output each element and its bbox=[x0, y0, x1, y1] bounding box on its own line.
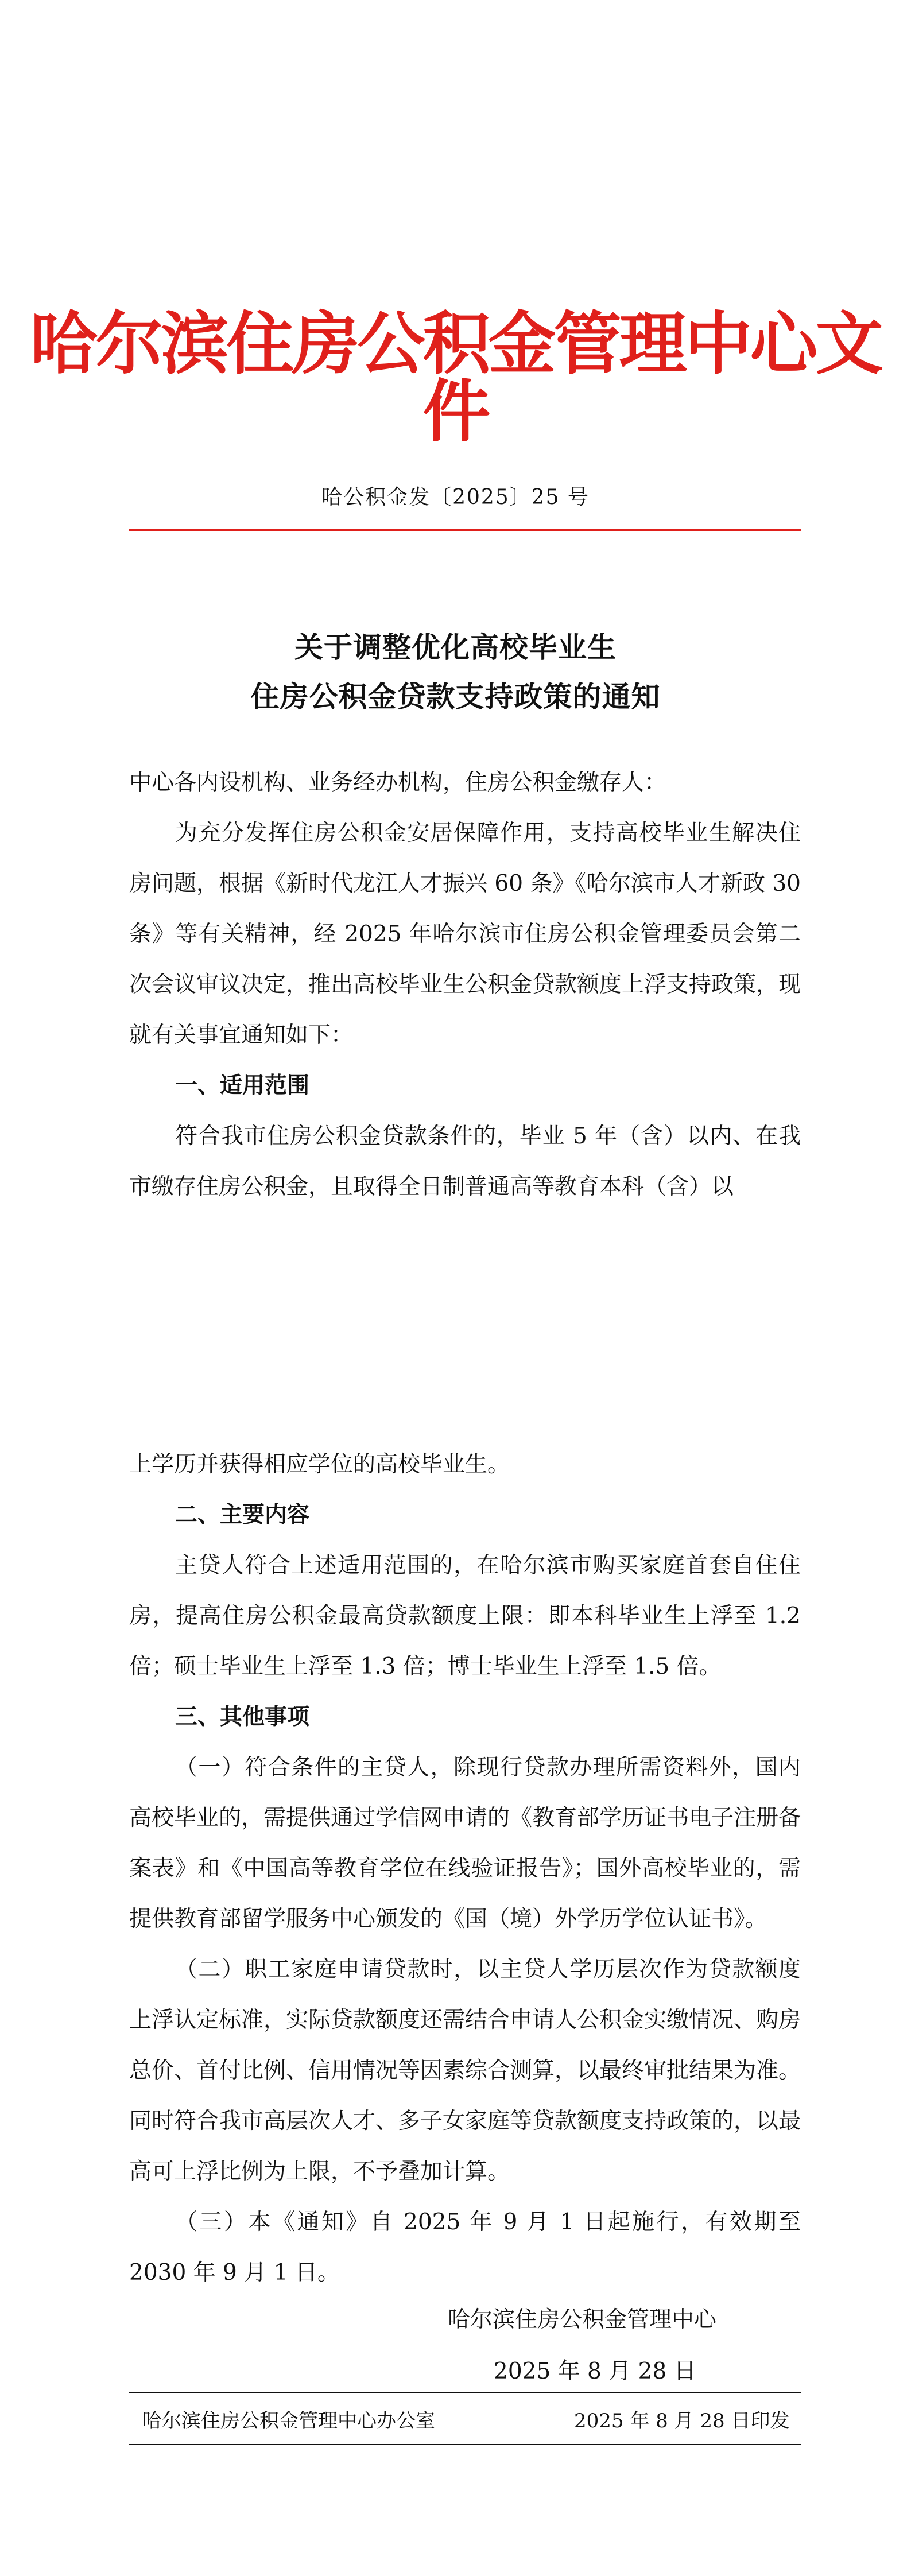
footer-top-rule bbox=[129, 2392, 801, 2393]
section-1-heading: 一、适用范围 bbox=[175, 1073, 310, 1099]
signature-date: 2025 年 8 月 28 日 bbox=[494, 2358, 696, 2384]
section-3-heading: 三、其他事项 bbox=[175, 1704, 310, 1730]
section-2-heading: 二、主要内容 bbox=[175, 1502, 310, 1528]
notice-title-line-1: 关于调整优化高校毕业生 bbox=[294, 630, 617, 664]
body-block-upper bbox=[129, 758, 801, 1212]
section-1-paragraph-continued: 上学历并获得相应学位的高校毕业生。 bbox=[129, 1452, 510, 1477]
footer-bottom-rule bbox=[129, 2444, 801, 2445]
document-number: 哈公积金发〔2025〕25 号 bbox=[321, 486, 590, 509]
footer-print-date: 2025 年 8 月 28 日印发 bbox=[574, 2410, 790, 2433]
signature-organization: 哈尔滨住房公积金管理中心 bbox=[448, 2307, 717, 2333]
issuer-red-header: 哈尔滨住房公积金管理中心文件 bbox=[30, 304, 881, 451]
red-divider-line bbox=[129, 529, 801, 531]
section-3-item-1: （一）符合条件的主贷人，除现行贷款办理所需资料外，国内高校毕业的，需提供通过学信网申请的《教育部学历证书电子注册备案表》和《中国高等教育学位在线验证报告》；国外高校毕业的，需提供教育部留学服务中心颁发的《国（境）外学历学位认证书》。 bbox=[129, 1755, 801, 1932]
section-1-paragraph: 符合我市住房公积金贷款条件的，毕业 5 年（含）以内、在我市缴存住房公积金，且取得全日制普通高等教育本科（含）以 bbox=[129, 1123, 801, 1200]
section-2-paragraph: 主贷人符合上述适用范围的，在哈尔滨市购买家庭首套自住住房，提高住房公积金最高贷款额度上限：即本科毕业生上浮至 1.2 倍；硕士毕业生上浮至 1.3 倍；博士毕业生上浮至 1.5 倍。 bbox=[129, 1553, 801, 1679]
footer-issuing-office: 哈尔滨住房公积金管理中心办公室 bbox=[142, 2410, 435, 2433]
body-block-lower bbox=[129, 1440, 801, 2298]
addressee: 中心各内设机构、业务经办机构，住房公积金缴存人： bbox=[129, 770, 667, 796]
section-3-item-3: （三）本《通知》自 2025 年 9 月 1 日起施行，有效期至 2030 年 9 月 1 日。 bbox=[129, 2209, 801, 2286]
notice-title-line-2: 住房公积金贷款支持政策的通知 bbox=[250, 680, 661, 713]
section-3-item-2: （二）职工家庭申请贷款时，以主贷人学历层次作为贷款额度上浮认定标准，实际贷款额度还需结合申请人公积金实缴情况、购房总价、首付比例、信用情况等因素综合测算，以最终审批结果为准。同时符合我市高层次人才、多子女家庭等贷款额度支持政策的，以最高可上浮比例为上限，不予叠加计算。 bbox=[129, 1957, 801, 2185]
intro-paragraph: 为充分发挥住房公积金安居保障作用，支持高校毕业生解决住房问题，根据《新时代龙江人才振兴 60 条》《哈尔滨市人才新政 30 条》等有关精神，经 2025 年哈尔滨市住房公积金管理委员会第二次会议审议决定，推出高校毕业生公积金贷款额度上浮支持政策，现就有关事宜通知如下： bbox=[129, 820, 801, 1048]
